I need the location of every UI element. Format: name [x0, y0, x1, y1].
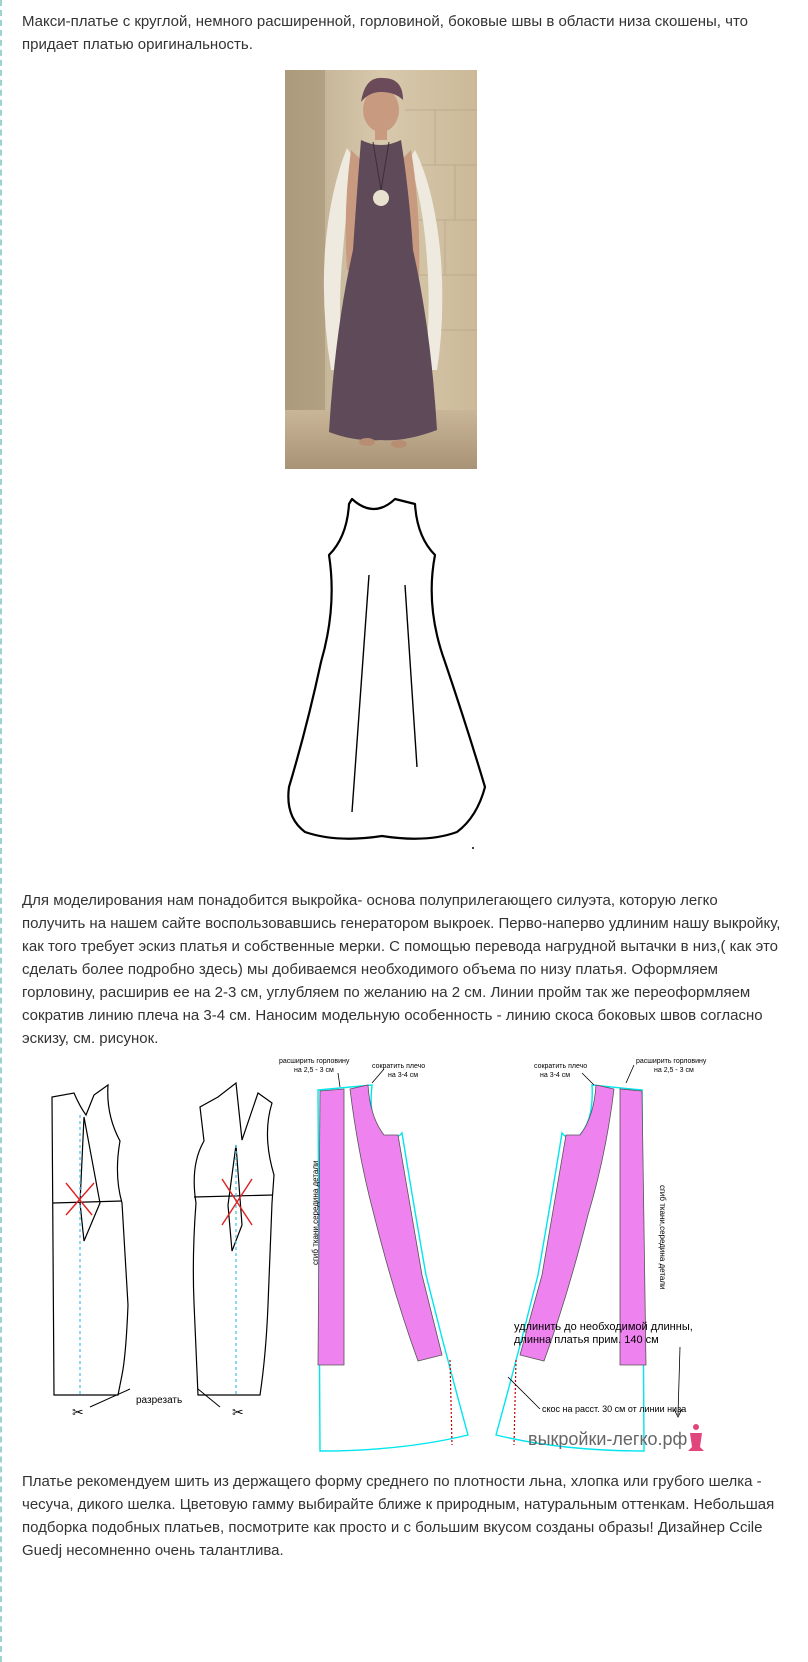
pattern-diagram [22, 1055, 762, 1460]
shorten-shoulder-right-2: на 3-4 см [540, 1072, 571, 1079]
dress-sketch [277, 487, 487, 852]
fold-label-left: сгиб ткани,середина детали [311, 1160, 320, 1265]
widen-neck-left-1: расширить горловину [279, 1058, 350, 1065]
basic-pattern-left [52, 1085, 128, 1395]
shorten-shoulder-left-2: на 3-4 см [388, 1072, 419, 1079]
bevel-note: скос на расст. 30 см от линии низа [542, 1404, 687, 1414]
modeling-paragraph: Для моделирования нам понадобится выкройка- основа полуприлегающего силуэта, которую легко получить на нашем сайте воспользовавшись генератором выкроек. Перво-наперво удлиним нашу выкройку, как того требует эскиз платья и собственные мерки. С помощью перевода нагрудной вытачки в низ,( как это сделать более подробно здесь) мы добиваемся необходимого объема по низу платья. Оформляем горловину, расширив ее на 2-3 см, углубляем по желанию на 2 см. Линии пройм так же переоформляем сократив линию плеча на 3-4 см. Наносим модельную особенность - линию скоса боковых швов согласно эскизу, см. рисунок. [22, 892, 781, 1047]
modified-pattern-right [496, 1085, 646, 1451]
shorten-shoulder-left-1: сократить плечо [372, 1063, 426, 1070]
widen-neck-right-1: расширить горловину [636, 1058, 707, 1065]
scissors-icon-right: ✂ [232, 1404, 244, 1420]
shorten-shoulder-right-1: сократить плечо [534, 1063, 588, 1070]
cut-label: разрезать [136, 1395, 183, 1406]
widen-neck-left-2: на 2,5 - 3 см [294, 1067, 334, 1074]
watermark-text: выкройки-легко.рф [528, 1429, 688, 1449]
dress-photo [285, 70, 477, 469]
basic-pattern-second [193, 1083, 274, 1395]
lengthen-note-2: длинна платья прим. 140 см [514, 1334, 659, 1346]
page-left-border [0, 0, 2, 1662]
outro-paragraph: Платье рекомендуем шить из держащего форму среднего по плотности льна, хлопка или грубого шелка - чесуча, дикого шелка. Цветовую гамму выбирайте ближе к природным, натуральным оттенкам. Небольшая подборка подобных платьев, посмотрите как просто и с большим вкусом созданы образы! Дизайнер Ccile Guedj несомненно очень талантлива. [22, 1473, 775, 1559]
modified-pattern-left [318, 1085, 468, 1451]
mannequin-icon [688, 1424, 704, 1451]
scissors-icon-left: ✂ [72, 1404, 84, 1420]
intro-paragraph: Макси-платье с круглой, немного расширенной, горловиной, боковые швы в области низа скошены, что придает платью оригинальность. [22, 13, 748, 53]
lengthen-note-1: удлинить до необходимой длинны, [514, 1321, 693, 1333]
widen-neck-right-2: на 2,5 - 3 см [654, 1067, 694, 1074]
fold-label-right: сгиб ткани,середина детали [658, 1185, 667, 1290]
